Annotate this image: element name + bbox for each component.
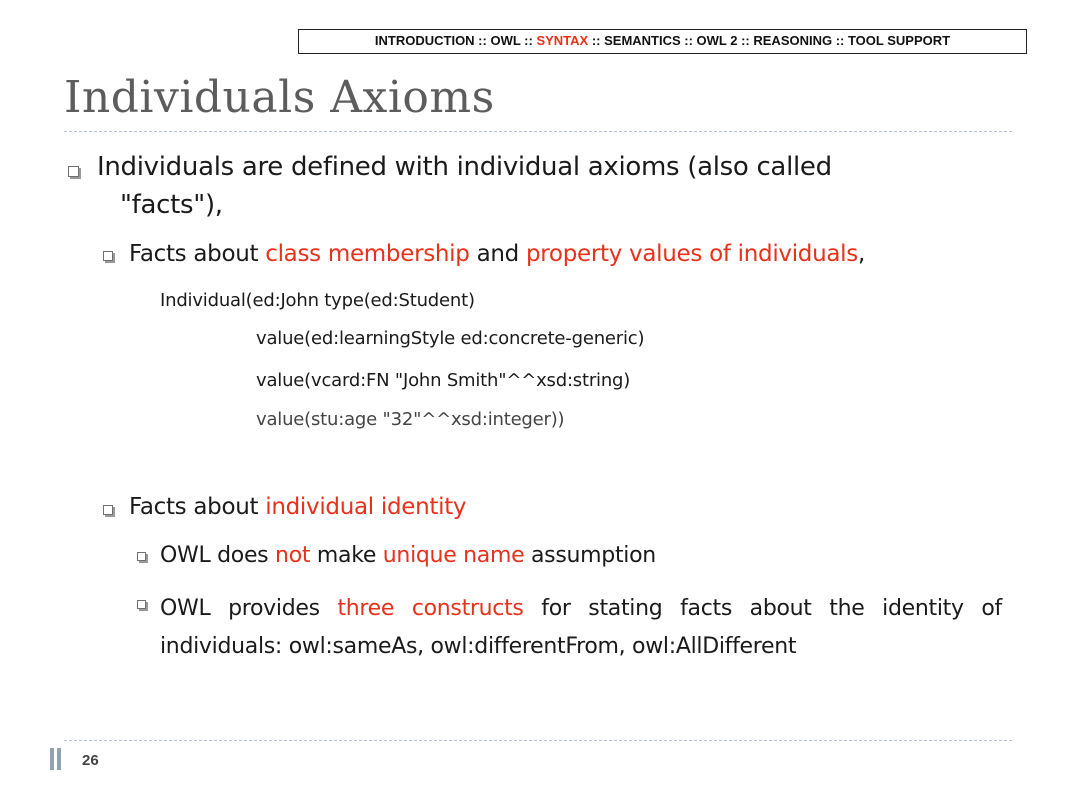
highlight-three-constructs: three constructs [337,596,524,621]
page-number: 26 [82,752,99,769]
text-segment: Facts about [129,241,266,267]
section-navigation-bar [298,29,1027,54]
highlight-individual-identity: individual identity [265,494,467,520]
highlight-unique-name: unique name [382,543,525,568]
bullet-unique-name [160,543,656,568]
text-segment: OWL provides [160,596,338,621]
text-segment: OWL does [160,543,276,568]
text-segment: and [469,241,526,267]
bullet-individual-identity [129,494,466,520]
bullet-individual-axioms-line2: "facts"), [120,190,223,220]
square-bullet-icon [103,505,113,515]
highlight-not: not [275,543,311,568]
text-segment: , [857,241,865,267]
text-segment: make [310,543,383,568]
bullet-class-membership [129,241,865,267]
highlight-class-membership: class membership [265,241,470,267]
bullet-individual-axioms-line1: Individuals are defined with individual axioms (also called [97,152,832,182]
nav-syntax-active: SYNTAX [536,33,589,48]
text-segment: assumption [524,543,656,568]
code-line-4: value(stu:age "32"^^xsd:integer)) [256,409,565,430]
square-bullet-icon [137,552,146,561]
bullet-three-constructs [160,590,1002,666]
text-segment: Facts about [129,494,266,520]
nav-owl: OWL :: [490,33,533,48]
code-line-2: value(ed:learningStyle ed:concrete-generic) [256,328,645,349]
slide-title: Individuals Axioms [64,72,495,123]
footer-bar-mark [50,748,62,770]
square-bullet-icon [68,166,79,177]
title-divider [64,131,1012,132]
code-line-3: value(vcard:FN "John Smith"^^xsd:string) [256,370,631,391]
square-bullet-icon [103,251,113,261]
text-segment: for stating facts about the identity of individuals: owl:sameAs, owl:differentFrom, owl:AllDifferent [160,596,1002,659]
nav-introduction: INTRODUCTION :: [374,33,487,48]
highlight-property-values: property values of individuals [525,241,858,267]
nav-remaining-sections: :: SEMANTICS :: OWL 2 :: REASONING :: TOOL SUPPORT [591,33,951,48]
footer-divider [64,740,1012,741]
square-bullet-icon [137,600,146,609]
code-line-1: Individual(ed:John type(ed:Student) [160,290,475,311]
